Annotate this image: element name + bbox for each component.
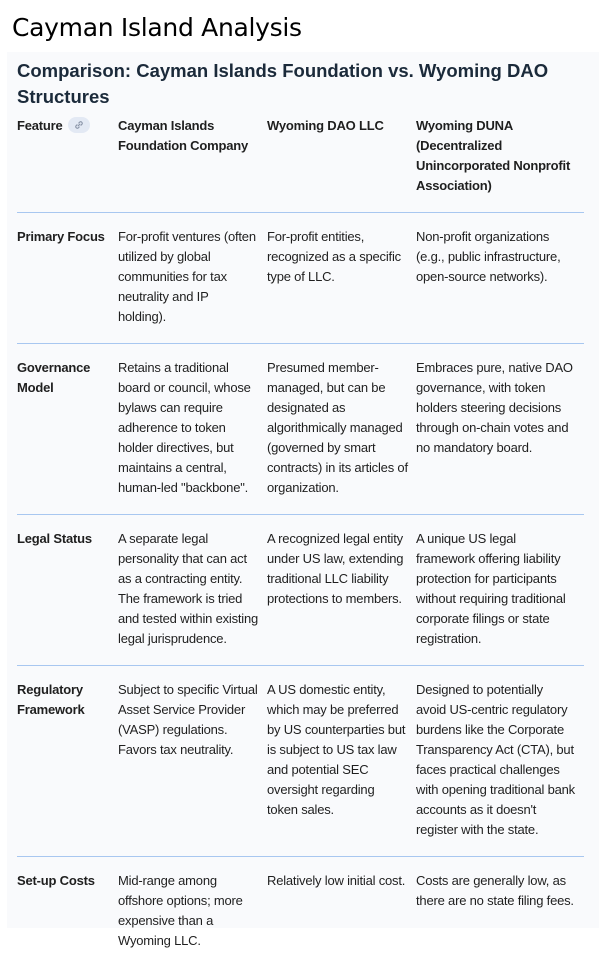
- dao-llc-cell: A US domestic entity, which may be preferred by US counterparties but is subject to US tax law and potential SEC oversight regarding token sales.: [267, 666, 416, 857]
- dao-llc-cell: A recognized legal entity under US law, extending traditional LLC liability protections to members.: [267, 515, 416, 666]
- feature-cell: Governance Model: [17, 344, 118, 515]
- table-row: [17, 515, 584, 666]
- duna-cell: Non-profit organizations (e.g., public infrastructure, open-source networks).: [416, 213, 584, 344]
- table-row: [17, 666, 584, 857]
- cayman-cell: Mid-range among offshore options; more expensive than a Wyoming LLC.: [118, 857, 267, 967]
- feature-cell: Regulatory Framework: [17, 666, 118, 857]
- table-row: [17, 857, 584, 967]
- duna-cell: Designed to potentially avoid US-centric regulatory burdens like the Corporate Transparency Act (CTA), but faces practical challenges with opening traditional bank accounts as it doesn't register with the state.: [416, 666, 584, 857]
- header-cayman: Cayman Islands Foundation Company: [118, 112, 267, 213]
- header-feature: [17, 112, 118, 213]
- link-icon[interactable]: [68, 117, 90, 133]
- header-duna: Wyoming DUNA (Decentralized Unincorporated Nonprofit Association): [416, 112, 584, 213]
- table-row: [17, 213, 584, 344]
- table-row: [17, 344, 584, 515]
- dao-llc-cell: For-profit entities, recognized as a specific type of LLC.: [267, 213, 416, 344]
- header-label: Feature: [17, 118, 63, 133]
- comparison-panel: [7, 52, 599, 928]
- cayman-cell: Retains a traditional board or council, whose bylaws can require adherence to token holder directives, but maintains a central, human-led "backbone".: [118, 344, 267, 515]
- duna-cell: Costs are generally low, as there are no state filing fees.: [416, 857, 584, 967]
- comparison-table: [17, 112, 584, 967]
- duna-cell: Embraces pure, native DAO governance, with token holders steering decisions through on-chain votes and no mandatory board.: [416, 344, 584, 515]
- section-title: Comparison: Cayman Islands Foundation vs. Wyoming DAO Structures: [17, 58, 577, 110]
- dao-llc-cell: Presumed member-managed, but can be designated as algorithmically managed (governed by smart contracts) in its articles of organization.: [267, 344, 416, 515]
- dao-llc-cell: Relatively low initial cost.: [267, 857, 416, 967]
- table-header-row: [17, 112, 584, 213]
- feature-cell: Legal Status: [17, 515, 118, 666]
- feature-cell: Primary Focus: [17, 213, 118, 344]
- feature-cell: Set-up Costs: [17, 857, 118, 967]
- cayman-cell: Subject to specific Virtual Asset Service Provider (VASP) regulations. Favors tax neutrality.: [118, 666, 267, 857]
- cayman-cell: A separate legal personality that can act as a contracting entity. The framework is tried and tested within existing legal jurisprudence.: [118, 515, 267, 666]
- cayman-cell: For-profit ventures (often utilized by global communities for tax neutrality and IP holding).: [118, 213, 267, 344]
- page-title: Cayman Island Analysis: [12, 10, 302, 46]
- duna-cell: A unique US legal framework offering liability protection for participants without requiring traditional corporate filings or state registration.: [416, 515, 584, 666]
- header-dao-llc: Wyoming DAO LLC: [267, 112, 416, 213]
